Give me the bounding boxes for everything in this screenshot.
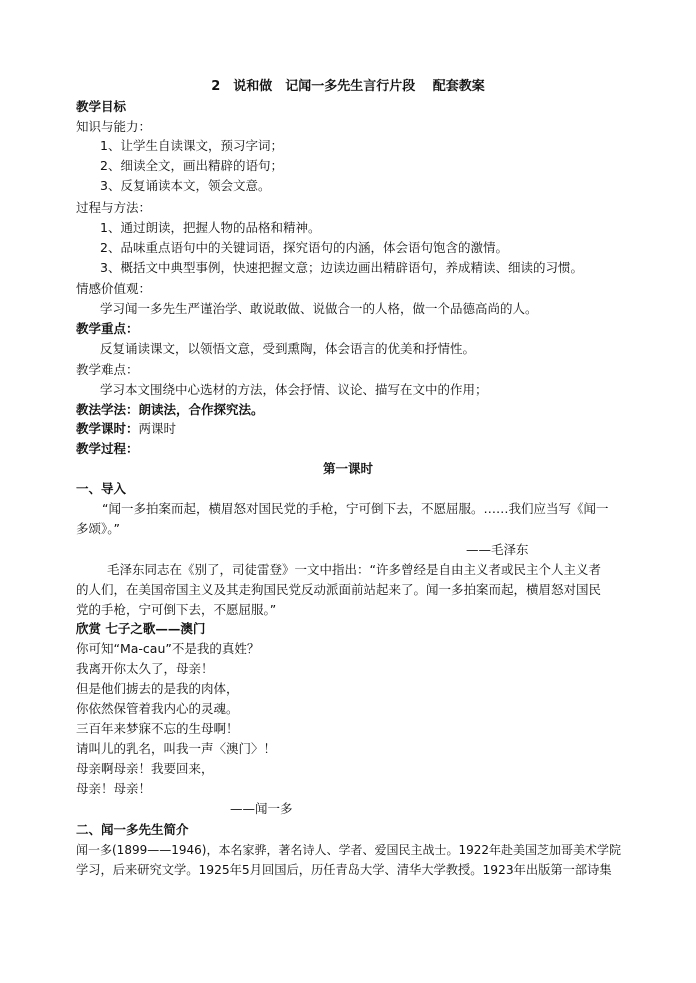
poem-line: 你可知“Ma-cau”不是我的真姓？ xyxy=(76,641,260,656)
intro-quote-line-1: “闻一多拍案而起，横眉怒对国民党的手枪，宁可倒下去，不愿屈服。……我们应当写《闻一 xyxy=(102,501,609,516)
poem-signature: ——闻一多 xyxy=(230,801,293,816)
bio-line-1: 闻一多(1899——1946)，本名家骅，著名诗人、学者、爱国民主战士。1922年赴美国芝加哥美术学院 xyxy=(76,843,621,857)
lesson-one-title: 第一课时 xyxy=(322,461,373,476)
process-title: 教学过程： xyxy=(76,441,139,456)
process-heading: 过程与方法： xyxy=(76,200,152,215)
poem-line: 请叫儿的乳名，叫我一声〈澳门〉！ xyxy=(76,741,277,756)
difficulty-heading: 教学难点： xyxy=(76,362,139,377)
knowledge-heading: 知识与能力： xyxy=(76,119,152,134)
poem-line: 你依然保管着我内心的灵魂。 xyxy=(76,701,239,716)
bio-line-2: 学习，后来研究文学。1925年5月回国后，历任青岛大学、清华大学教授。1923年出版第一部诗集 xyxy=(76,863,612,877)
process-item: 2、品味重点语句中的关键词语，探究语句的内涵，体会语句饱含的激情。 xyxy=(100,240,508,255)
key-text: 反复诵读课文，以领悟文意，受到熏陶，体会语言的优美和抒情性。 xyxy=(100,341,476,356)
difficulty-text: 学习本文围绕中心选材的方法，体会抒情、议论、描写在文中的作用； xyxy=(100,382,488,397)
mao-quote-line-1: 毛泽东同志在《别了，司徒雷登》一文中指出：“许多曾经是自由主义者或民主个人主义者 xyxy=(107,562,601,577)
bio-heading: 二、闻一多先生简介 xyxy=(76,822,189,837)
emotion-text: 学习闻一多先生严谨治学、敢说敢做、说做合一的人格，做一个品德高尚的人。 xyxy=(100,301,538,316)
process-item: 3、概括文中典型事例，快速把握文意；边读边画出精辟语句，养成精读、细读的习惯。 xyxy=(100,260,583,275)
intro-heading: 一、导入 xyxy=(76,481,127,496)
key-heading: 教学重点： xyxy=(76,321,139,336)
hours-value: 两课时 xyxy=(138,421,177,436)
emotion-heading: 情感价值观： xyxy=(76,281,152,296)
poem-line: 母亲啊母亲！我要回来， xyxy=(76,761,214,776)
hours-line xyxy=(76,420,176,438)
poem-heading: 欣赏 七子之歌——澳门 xyxy=(76,621,206,636)
hours-label: 教学课时： xyxy=(76,421,139,436)
document-title: 2 说和做 记闻一多先生言行片段 配套教案 xyxy=(211,79,485,94)
intro-signature: ——毛泽东 xyxy=(466,542,529,557)
knowledge-item: 3、反复诵读本文，领会文意。 xyxy=(100,178,271,193)
mao-quote-line-3: 党的手枪，宁可倒下去，不愿屈服。” xyxy=(76,602,277,617)
knowledge-item: 1、让学生自读课文，预习字词； xyxy=(100,138,283,153)
goals-heading: 教学目标 xyxy=(76,99,127,114)
mao-quote-line-2: 的人们，在美国帝国主义及其走狗国民党反动派面前站起来了。闻一多拍案而起，横眉怒对国民 xyxy=(76,582,602,597)
method-line: 教法学法：朗读法，合作探究法。 xyxy=(76,402,264,417)
process-item: 1、通过朗读，把握人物的品格和精神。 xyxy=(100,220,321,235)
poem-line: 三百年来梦寐不忘的生母啊！ xyxy=(76,721,239,736)
poem-line: 我离开你太久了，母亲！ xyxy=(76,661,214,676)
poem-line: 但是他们掳去的是我的肉体， xyxy=(76,681,239,696)
intro-quote-line-2: 多颂》。” xyxy=(76,521,120,536)
knowledge-item: 2、细读全文，画出精辟的语句； xyxy=(100,158,283,173)
poem-line: 母亲！母亲！ xyxy=(76,781,152,796)
